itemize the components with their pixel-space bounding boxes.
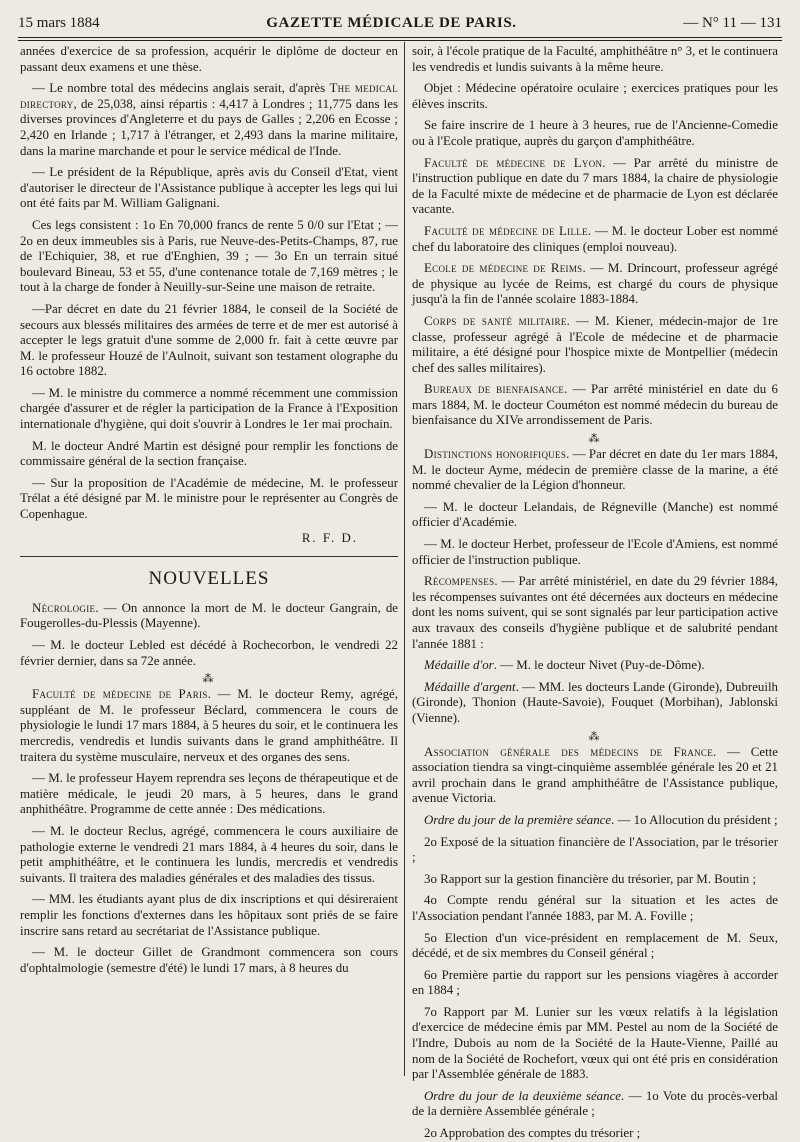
paragraph: — Sur la proposition de l'Académie de médecine, M. le professeur Trélat a été désigné par M. le ministre pour le représenter au Congrès de Copenhague. — [20, 475, 398, 522]
agenda-item: 5o Election d'un vice-président en remplacement de M. Seux, décédé, et de six membres du Conseil général ; — [412, 930, 778, 961]
left-column — [20, 44, 398, 1074]
paragraph: M. le docteur André Martin est désigné pour remplir les fonctions de commissaire général de la section française. — [20, 438, 398, 469]
agenda-item: 6o Première partie du rapport sur les pensions viagères à accorder en 1884 ; — [412, 967, 778, 998]
separator-asterism: ⁂ — [588, 730, 602, 743]
news-item: Distinctions honorifiques. — Par décret en date du 1er mars 1884, M. le docteur Ayme, médecin de première classe de la marine, a été nommé chevalier de la Légion d'honneur. — [412, 447, 778, 493]
header-rule-double — [18, 40, 782, 41]
news-item: — M. le docteur Lelandais, de Régneville (Manche) est nommé officier d'Académie. — [412, 499, 778, 530]
paragraph: — Le président de la République, après avis du Conseil d'Etat, vient d'autoriser le directeur de l'Assistance publique à accepter les legs qui lui ont été faits par M. William Galignani. — [20, 165, 398, 211]
issue-number: — N° 11 — 131 — [683, 14, 782, 31]
news-item: soir, à l'école pratique de la Faculté, amphithéâtre n° 3, et le continuera les vendredis et lundis suivants à la même heure. — [412, 44, 778, 74]
news-item: — M. le docteur Herbet, professeur de l'Ecole d'Amiens, est nommé officier de l'instruction publique. — [412, 537, 778, 567]
separator-asterism: ⁂ — [588, 433, 602, 446]
news-item: Nécrologie. — On annonce la mort de M. le docteur Gangrain, de Fougerolles-du-Plessis (Mayenne). — [20, 600, 398, 631]
agenda-item: 2o Approbation des comptes du trésorier ; — [424, 1126, 641, 1141]
news-item: — M. le professeur Hayem reprendra ses leçons de thérapeutique et de matière médicale, le jeudi 20 mars, à 5 heures, dans le grand anphithéâtre. Programme de cette année : Des médications. — [20, 771, 398, 817]
news-item: — M. le docteur Reclus, agrégé, commencera le cours auxiliaire de pathologie externe le vendredi 21 mars 1884, à 4 heures du soir, dans le petit amphithéâtre, et le continuera les lundis, mercredis et vendredis suivants. Il traitera des maladies générales et des maladies des tissus. — [20, 823, 398, 885]
news-item: Faculté de médecine de Paris. — M. le docteur Remy, agrégé, suppléant de M. le professeur Béclard, commencera le cours de physiologie le lundi 17 mars 1884, à 5 heures du soir, et le continuera les mercredis, vendredis et lundis suivants dans le grand amphithéâtre. Il traitera du système musculaire, nerveux et des organes des sens. — [20, 687, 398, 764]
paragraph: — M. le ministre du commerce a nommé récemment une commission chargée d'assurer et de régler la participation de la France à l'Exposition internationale d'hygiène, qui doit s'ouvrir à Londres le 1er mai prochain. — [20, 385, 398, 432]
agenda-item: 4o Compte rendu général sur la situation et les actes de l'Association pendant l'année 1883, par M. A. Foville ; — [412, 893, 778, 923]
news-item: — M. le docteur Lebled est décédé à Rochecorbon, le vendredi 22 février dernier, dans sa 72e année. — [20, 638, 398, 668]
agenda-item: 3o Rapport sur la gestion financière du trésorier, par M. Boutin ; — [424, 871, 757, 886]
news-item: Corps de santé militaire. — M. Kiener, médecin-major de 1re classe, professeur agrégé à l'Ecole de médecine et de pharmacie militaire, a été désigné pour l'hospice mixte de Montpellier (médecin chef des salles militaires). — [412, 313, 778, 375]
right-column — [412, 44, 779, 1141]
news-item: — MM. les étudiants ayant plus de dix inscriptions et qui désireraient remplir les fonctions d'externes dans les hôpitaux sont priés de se faire inscrire sans retard au secrétariat de l'Assistance publique. — [20, 892, 398, 938]
paragraph: années d'exercice de sa profession, acquérir le diplôme de docteur en passant deux examens et une thèse. — [20, 44, 398, 74]
agenda-item: 7o Rapport par M. Lunier sur les vœux relatifs à la législation d'exercice de médecine émis par MM. Pestel au nom de la Société de l'Indre, Dubois au nom de la Société de la Haute-Vienne, Paillé au nom de la Société de Rochefort, vœux qui ont été pris en considération par l'Assemblée générale de 1883. — [412, 1004, 778, 1082]
news-item: Objet : Médecine opératoire oculaire ; exercices pratiques pour les élèves inscrits. — [412, 81, 778, 111]
news-item: Médaille d'or. — M. le docteur Nivet (Puy-de-Dôme). — [424, 658, 705, 673]
news-item: Faculté de médecine de Lille. — M. le docteur Lober est nommé chef du laboratoire des cliniques (emploi nouveau). — [412, 223, 779, 254]
signature: R. F. D. — [301, 530, 358, 545]
news-item: Faculté de médecine de Lyon. — Par arrêté du ministre de l'instruction publique en date du 7 mars 1884, la chaire de physiologie de la Faculté mixte de médecine et de pharmacie de Lyon est déclarée vacante. — [412, 155, 778, 217]
header-date: 15 mars 1884 — [18, 14, 100, 31]
section-rule — [20, 556, 398, 557]
news-item: Ecole de médecine de Reims. — M. Drincourt, professeur agrégé de physique au lycée de Reims, est chargé du cours de physique jusqu'à la fin de l'année scolaire 1883-1884. — [412, 261, 778, 307]
news-item: Bureaux de bienfaisance. — Par arrêté ministériel en date du 6 mars 1884, M. le docteur Couméton est nommé médecin du bureau de bienfaisance du XIVe arrondissement de Paris. — [412, 382, 779, 428]
paragraph: Ces legs consistent : 1o En 70,000 francs de rente 5 0/0 sur l'Etat ; — 2o en deux immeubles sis à Paris, rue Neuve-des-Petits-Champs, 87, rue de l'Echiquier, 38, et rue d'Enghien, 39 ; — 3o En un terrain situé boulevard Bineau, 53 et 55, d'une contenance totale de 7,169 mètres ; le tout à la charge de fonder à Neuilly-sur-Seine une maison de retraite. — [20, 217, 398, 295]
paragraph: —Par décret en date du 21 février 1884, le conseil de la Société de secours aux blessés militaires des armées de terre et de mer est autorisé à accepter le legs gratuit d'une somme de 2,000 fr. fait à cette œuvre par M. le professeur Houzé de l'Aulnoit, suivant son testament olographe du 16 octobre 1882. — [20, 301, 398, 379]
column-separator — [404, 42, 405, 1076]
news-item: Récompenses. — Par arrêté ministériel, en date du 29 février 1884, les récompenses suivantes ont été décernées aux docteurs en médecine dont les noms suivent, qui se sont signalés par leur participation active aux travaux des conseils d'hygiène publique et de salubrité pendant l'année 1881 : — [412, 574, 778, 651]
page-header — [18, 10, 782, 36]
news-item: Association générale des médecins de France. — Cette association tiendra sa vingt-cinquième assemblée générale les 20 et 21 avril prochain dans le grand amphithéâtre de l'Assistance publique, avenue Victoria. — [412, 744, 779, 806]
section-title: NOUVELLES — [148, 568, 270, 590]
agenda-item: 2o Exposé de la situation financière de l'Association, par le trésorier ; — [412, 834, 778, 865]
journal-title: GAZETTE MÉDICALE DE PARIS. — [266, 14, 517, 31]
news-item: Se faire inscrire de 1 heure à 3 heures, rue de l'Ancienne-Comedie ou à l'Ecole pratique, auprès du garçon d'amphithéâtre. — [412, 118, 778, 148]
news-item: Médaille d'argent. — MM. les docteurs Lande (Gironde), Dubreuilh (Gironde), Thonion (Haute-Savoie), Fouquet (Morbihan), Jablonski (Vienne). — [412, 679, 778, 725]
paragraph: — Le nombre total des médecins anglais serait, d'après The medical directory, de 25,038, ainsi répartis : 4,417 à Londres ; 11,775 dans les diverses provinces d'Angleterre et du pays de Galles ; 2,206 en Ecosse ; 2,420 en Irlande ; 1,717 à l'étranger, et 2,493 dans la marine militaire, dans la marine marchande et pour le service médical de l'Inde. — [20, 81, 398, 158]
separator-asterism: ⁂ — [202, 673, 216, 686]
agenda-item: Ordre du jour de la deuxième séance. — 1o Vote du procès-verbal de la dernière Assemblée générale ; — [412, 1088, 779, 1119]
news-item: — M. le docteur Gillet de Grandmont commencera son cours d'ophtalmologie (semestre d'été) le lundi 17 mars, à 8 heures du — [20, 945, 398, 975]
agenda-item: Ordre du jour de la première séance. — 1o Allocution du président ; — [424, 812, 778, 827]
header-rule — [18, 37, 782, 38]
